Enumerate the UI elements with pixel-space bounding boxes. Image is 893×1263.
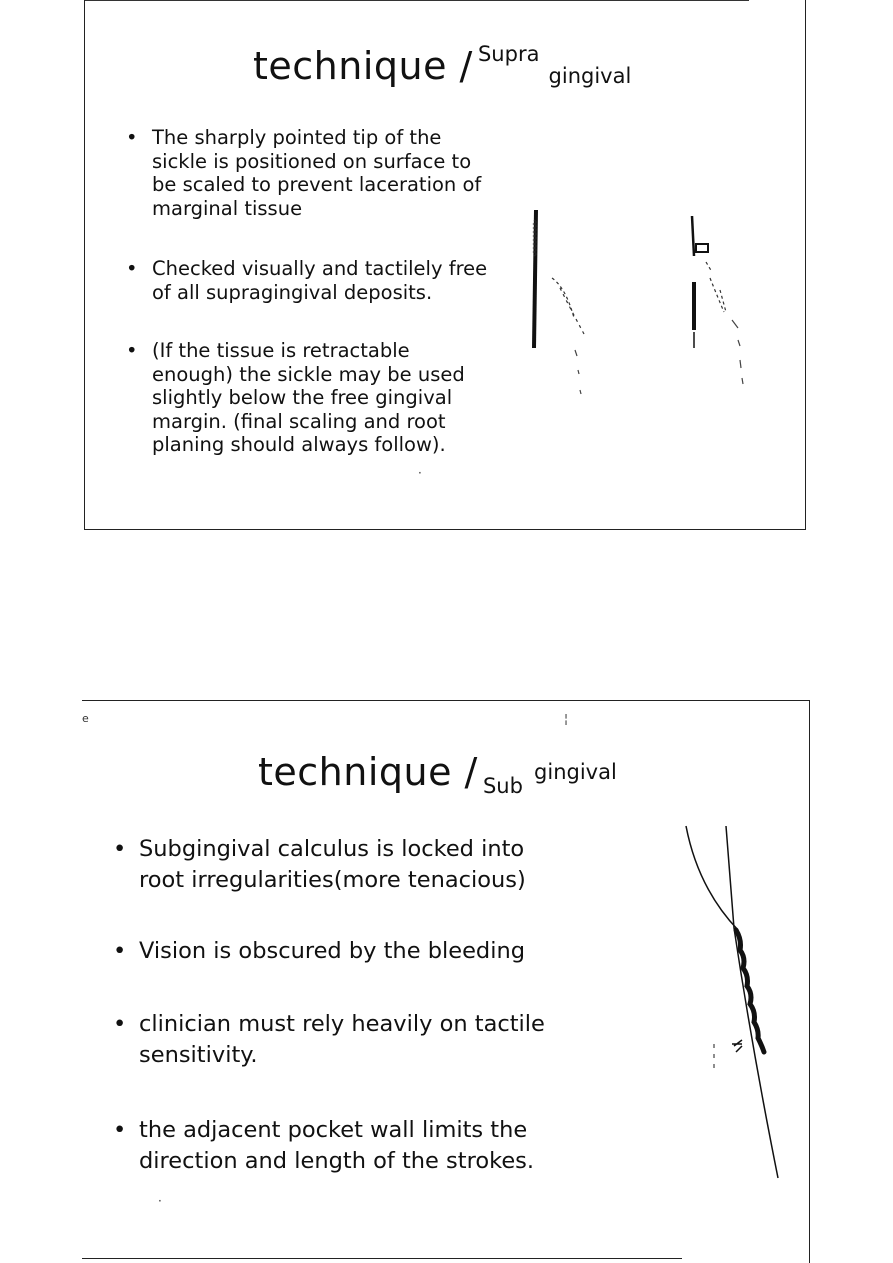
slide1-title-main: technique / — [253, 44, 473, 88]
list-item: • clinician must rely heavily on tactile sensitivity. — [113, 1009, 559, 1071]
slide2-title — [258, 750, 617, 798]
list-item: • Vision is obscured by the bleeding — [113, 936, 559, 967]
subgingival-calculus-deposit — [736, 930, 764, 1052]
slide2-bullet-list — [113, 834, 559, 1177]
slide2-title-subscript: Sub — [482, 774, 523, 798]
slide2-title-suffix: gingival — [534, 760, 617, 784]
slide1-title — [253, 44, 631, 88]
scan-speck: ¦ — [564, 712, 569, 726]
list-item: • the adjacent pocket wall limits the direction and length of the strokes. — [113, 1115, 559, 1177]
supragingival-scaling-illustration — [520, 200, 760, 410]
scan-speck: e — [82, 712, 89, 725]
slide1-title-suffix: gingival — [548, 64, 632, 88]
slide1-title-superscript: Supra — [477, 42, 540, 66]
scan-speck: · — [418, 466, 422, 480]
slide1-bullet-list — [126, 126, 492, 457]
page-bottom-rule — [82, 1258, 682, 1259]
list-item: • The sharply pointed tip of the sickle is positioned on surface to be scaled to prevent laceration of marginal tissue — [126, 126, 492, 220]
tooth-surface-left-illustration — [534, 210, 584, 394]
list-item: • (If the tissue is retractable enough) the sickle may be used slightly below the free gingival margin. (final scaling and root planing should always follow). — [126, 339, 492, 457]
subgingival-pocket-illustration — [680, 818, 790, 1188]
tooth-surface-right-illustration — [692, 216, 743, 384]
slide2-title-main: technique / — [258, 750, 478, 794]
list-item: • Subgingival calculus is locked into root irregularities(more tenacious) — [113, 834, 559, 896]
scan-speck: · — [158, 1194, 162, 1208]
list-item: • Checked visually and tactilely free of all supragingival deposits. — [126, 257, 492, 304]
